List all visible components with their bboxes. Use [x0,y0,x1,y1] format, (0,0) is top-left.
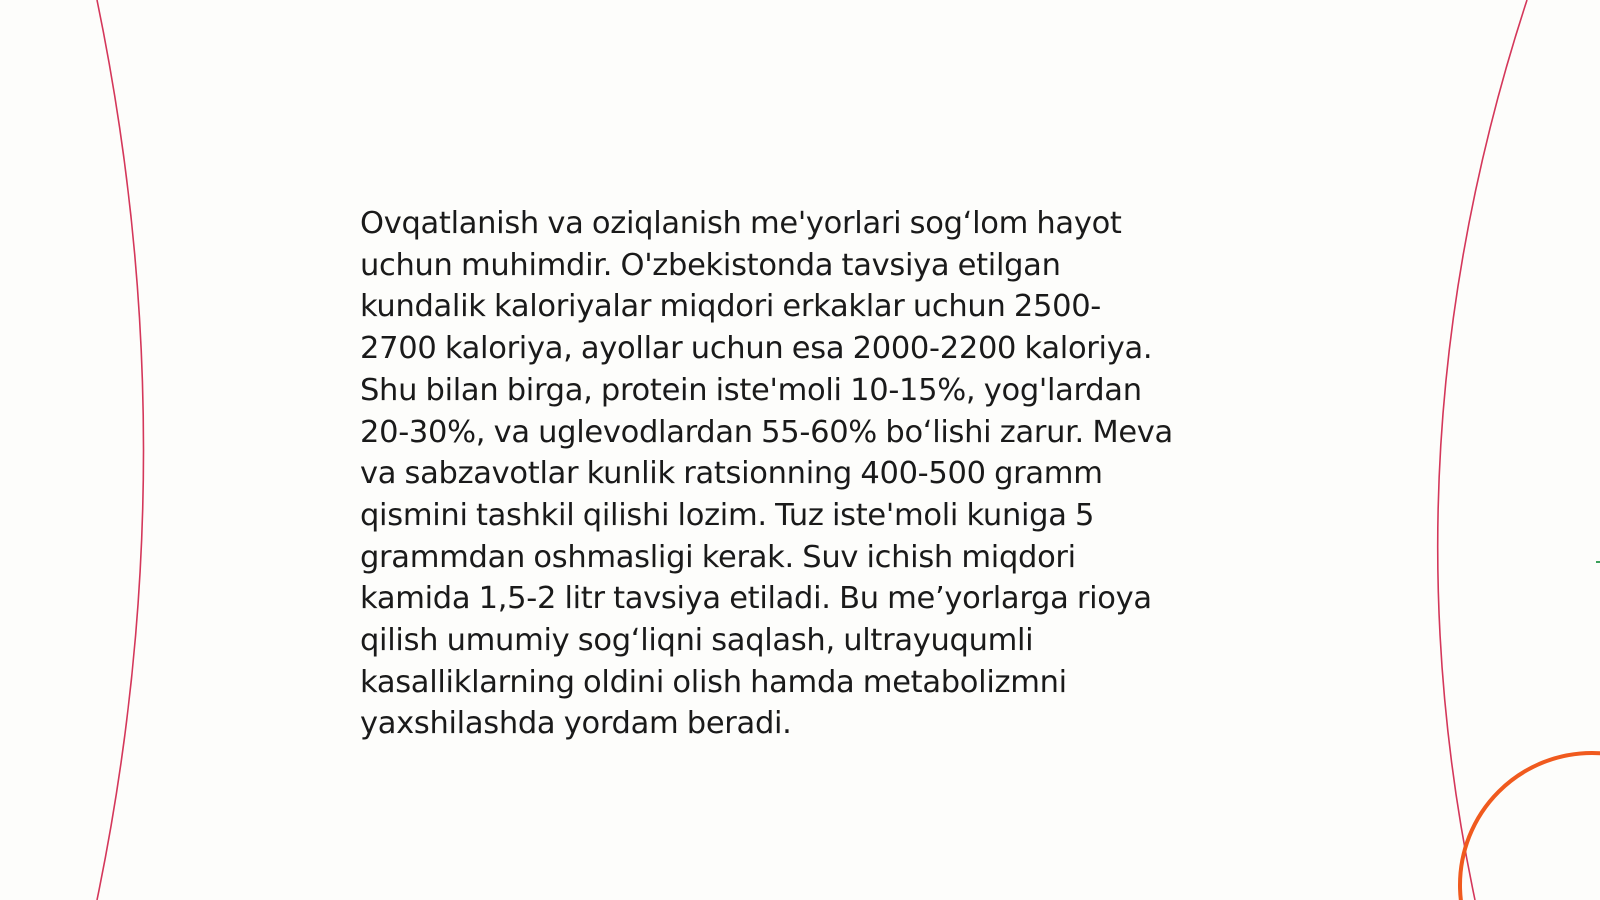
paragraph-line: kamida 1,5-2 litr tavsiya etiladi. Bu me’yorlarga rioya [360,581,1152,617]
paragraph-line: 2700 kaloriya, ayollar uchun esa 2000-2200 kaloriya. [360,331,1153,367]
left-arc-line [97,0,144,900]
paragraph-line: 20-30%, va uglevodlardan 55-60% bo‘lishi zarur. Meva [360,414,1173,450]
paragraph-line: va sabzavotlar kunlik ratsionning 400-500 gramm [360,456,1103,492]
paragraph-line: grammdan oshmasligi kerak. Suv ichish miqdori [360,539,1076,575]
orange-circle-arc [1460,753,1600,900]
paragraph-line: yaxshilashda yordam beradi. [360,706,792,742]
paragraph-line: Shu bilan birga, protein iste'moli 10-15%, yog'lardan [360,372,1142,408]
body-paragraph [360,203,1240,745]
paragraph-line: qilish umumiy sog‘liqni saqlash, ultrayuqumli [360,623,1034,659]
paragraph-line: uchun muhimdir. O'zbekistonda tavsiya etilgan [360,247,1061,283]
paragraph-line: kasalliklarning oldini olish hamda metabolizmni [360,664,1067,700]
paragraph-line: kundalik kaloriyalar miqdori erkaklar uchun 2500- [360,289,1102,325]
paragraph-line: qismini tashkil qilishi lozim. Tuz iste'moli kuniga 5 [360,497,1095,533]
paragraph-line: Ovqatlanish va oziqlanish me'yorlari sog‘lom hayot [360,206,1122,241]
right-arc-line [1438,0,1527,900]
